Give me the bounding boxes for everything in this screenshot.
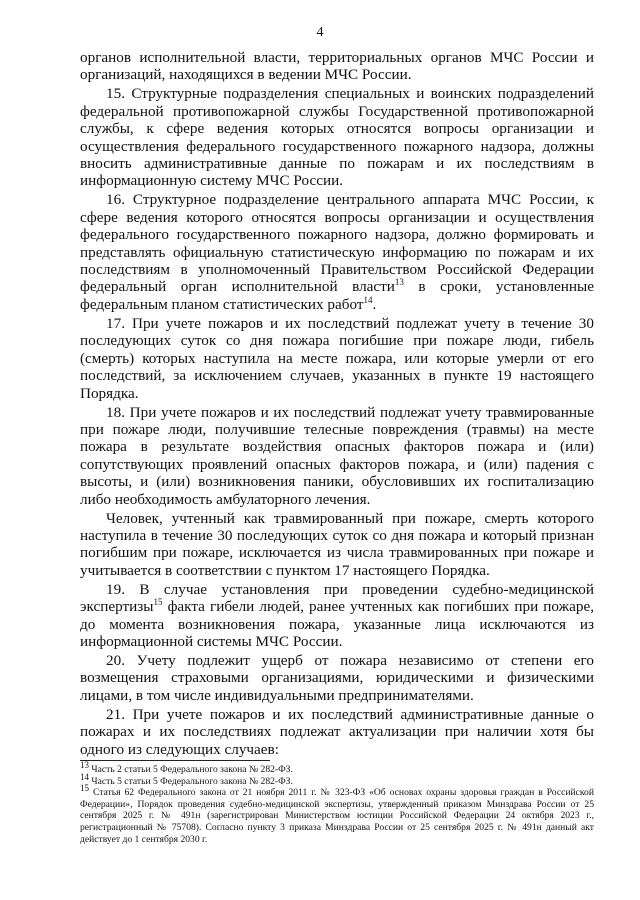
paragraph-17: 17. При учете пожаров и их последствий подлежат учету в течение 30 последующих суток со дня пожара погибшие при пожаре люди, гибель (смерть) которых наступила на месте пожара, или которые умерли от его последствий, за исключением случаев, указанных в пункте 19 настоящего Порядка.	[80, 314, 594, 402]
paragraph-19	[80, 581, 594, 651]
paragraph-19-text-b: факта гибели людей, ранее учтенных как погибших при пожаре, до момента возникновения пожара, указанные лица исключаются из информационной системы МЧС России.	[80, 598, 594, 650]
footnote-ref-15[interactable]: 15	[153, 597, 163, 608]
footnotes	[80, 759, 594, 845]
paragraph-16	[80, 191, 594, 313]
footnote-15-number: 15	[80, 783, 89, 793]
footnote-13-text: Часть 2 статьи 5 Федерального закона № 282-ФЗ.	[89, 764, 293, 775]
paragraph-continuation: органов исполнительной власти, территориальных органов МЧС России и организаций, находящихся в ведении МЧС России.	[80, 49, 594, 84]
paragraph-20: 20. Учету подлежит ущерб от пожара независимо от степени его возмещения страховыми организациями, юридическими и физическими лицами, в том числе индивидуальными предпринимателями.	[80, 651, 594, 704]
page-number: 4	[316, 25, 324, 40]
footnote-14-number: 14	[80, 771, 89, 782]
paragraph-16-text-a: 16. Структурное подразделение центрального аппарата МЧС России, к сфере ведения которого относятся вопросы организации и осуществления федерального государственного пожарного надзора, должно формировать и представлять официальную статистическую информацию по пожарам и их последствиям в уполномоченный Правительством Российской Федерации федеральный орган исполнительной власти	[80, 191, 594, 296]
footnote-ref-13[interactable]: 13	[394, 277, 404, 288]
footnote-ref-14[interactable]: 14	[363, 294, 373, 305]
paragraph-18: 18. При учете пожаров и их последствий подлежат учету травмированные при пожаре люди, получившие телесные повреждения (травмы) на месте пожара в результате воздействия опасных факторов пожара и (или) сопутствующих проявлений опасных факторов пожара, и (или) падения с высоты, и (или) возникновения паники, обусловивших их госпитализацию либо необходимость амбулаторного лечения.	[80, 403, 594, 508]
footnote-14	[80, 771, 594, 788]
footnote-15-text: Статья 62 Федерального закона от 21 ноября 2011 г. № 323-ФЗ «Об основах охраны здоровья граждан в Российской Федерации», Порядок проведения судебно-медицинской экспертизы, утвержденный приказом Минздрава России от 25 сентября 2025 г. № 491н (зарегистрирован Министерством юстиции Российской Федерации 24 октября 2023 г., регистрационный № 75708). Согласно пункту 3 приказа Минздрава России от 25 сентября 2025 г. № 491н данный акт действует до 1 сентября 2030 г.	[80, 787, 594, 845]
document-body	[80, 49, 594, 760]
paragraph-16-text-b: в сроки, установленные федеральным планом статистических работ	[80, 278, 594, 313]
footnote-separator	[80, 760, 270, 761]
paragraph-15: 15. Структурные подразделения специальных и воинских подразделений федеральной противопожарной службы Государственной противопожарной службы, к сфере ведения которых относятся вопросы организации и осуществления федерального государственного пожарного надзора, должны вносить административные данные по пожарам и их последствиям в информационную систему МЧС России.	[80, 85, 594, 190]
paragraph-16-text-c: .	[372, 295, 377, 313]
paragraph-19-text-a: 19. В случае установления при проведении судебно-медицинской экспертизы	[80, 580, 594, 616]
footnote-13-number: 13	[80, 759, 89, 770]
footnote-15	[80, 783, 594, 845]
paragraph-18-note: Человек, учтенный как травмированный при пожаре, смерть которого наступила в течение 30 последующих суток со дня пожара и который признан погибшим при пожаре, исключается из числа травмированных при пожаре и учитывается в соответствии с пунктом 17 настоящего Порядка.	[80, 509, 594, 579]
footnote-14-text: Часть 5 статьи 5 Федерального закона № 282-ФЗ.	[89, 775, 293, 787]
paragraph-21: 21. При учете пожаров и их последствий административные данные о пожарах и их последствиях подлежат актуализации при наличии хотя бы одного из следующих случаев:	[80, 705, 594, 758]
footnote-13	[80, 759, 594, 776]
